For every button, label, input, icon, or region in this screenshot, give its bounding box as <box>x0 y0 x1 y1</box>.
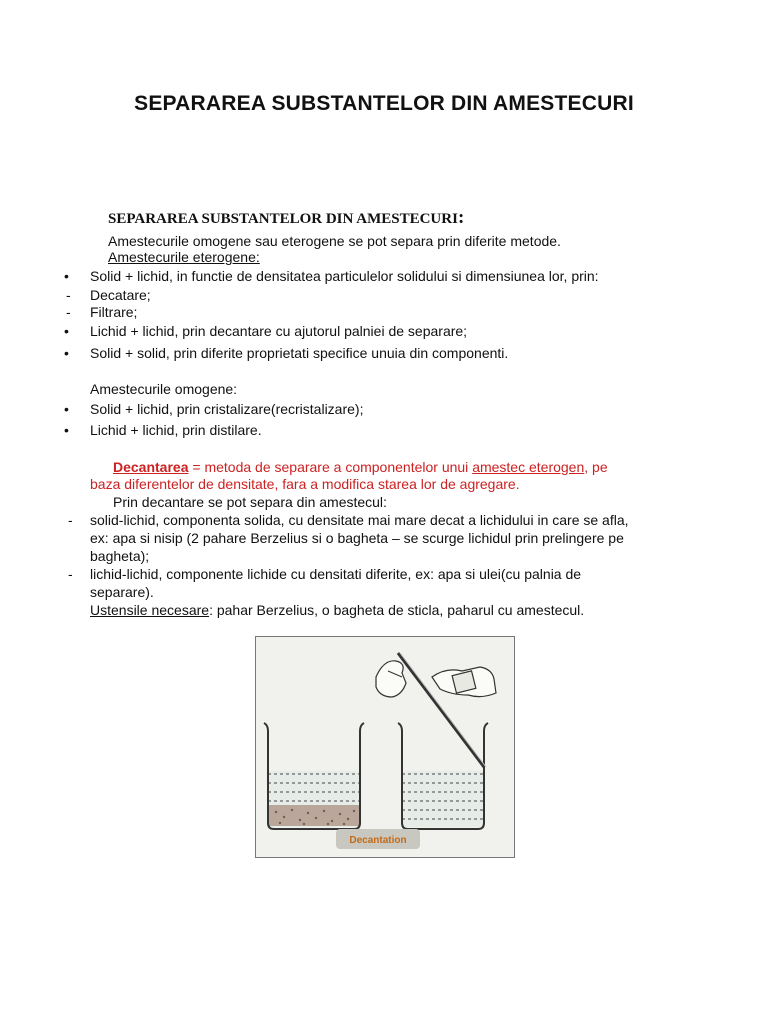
definition-text: = metoda de separare a componentelor unui <box>188 459 473 475</box>
heterogeneous-heading: Amestecurile eterogene: <box>108 249 260 265</box>
list-item: lichid-lichid, componente lichide cu densitati diferite, ex: apa si ulei(cu palnia de <box>90 566 582 582</box>
definition-text-end: , pe <box>584 459 608 475</box>
list-item: Filtrare; <box>90 304 138 320</box>
list-marker: - <box>66 287 71 303</box>
list-marker: • <box>64 323 69 339</box>
decantation-intro: Prin decantare se pot separa din amestecul: <box>113 494 387 510</box>
list-item-continuation: ex: apa si nisip (2 pahare Berzelius si o bagheta – se scurge lichidul prin prelingere pe <box>90 530 624 546</box>
list-marker: • <box>64 268 69 284</box>
decantation-figure <box>255 636 515 858</box>
decantation-illustration <box>256 637 514 857</box>
list-marker: • <box>64 401 69 417</box>
list-marker: - <box>68 566 73 582</box>
list-marker: • <box>64 422 69 438</box>
definition-line-2: baza diferentelor de densitate, fara a modifica starea lor de agregare. <box>90 476 520 492</box>
list-item: Solid + solid, prin diferite proprietati specifice unuia din componenti. <box>90 345 509 361</box>
list-item: solid-lichid, componenta solida, cu densitate mai mare decat a lichidului in care se afla, <box>90 512 629 528</box>
section-heading-text: SEPARAREA SUBSTANTELOR DIN AMESTECURI <box>108 211 458 227</box>
heterogeneous-mixture-link: amestec eterogen <box>472 459 585 475</box>
list-item-continuation: separare). <box>90 584 154 600</box>
section-heading-colon: : <box>457 207 465 228</box>
list-item: Lichid + lichid, prin distilare. <box>90 422 262 438</box>
decantation-term: Decantarea <box>113 459 189 475</box>
homogeneous-heading: Amestecurile omogene: <box>90 381 238 397</box>
list-item: Solid + lichid, in functie de densitatea particulelor solidului si dimensiunea lor, prin: <box>90 268 599 284</box>
figure-caption: Decantation <box>349 835 407 846</box>
left-beaker <box>264 723 364 829</box>
tools-label: Ustensile necesare <box>90 602 210 618</box>
right-beaker <box>398 723 488 829</box>
decantation-definition <box>113 459 608 475</box>
list-item: Lichid + lichid, prin decantare cu ajutorul palniei de separare; <box>90 323 468 339</box>
intro-text: Amestecurile omogene sau eterogene se pot separa prin diferite metode. <box>108 233 561 249</box>
hand-left <box>376 661 406 697</box>
list-item: Solid + lichid, prin cristalizare(recristalizare); <box>90 401 364 417</box>
list-item: Decatare; <box>90 287 151 303</box>
list-marker: - <box>66 304 71 320</box>
list-item-continuation: bagheta); <box>90 548 150 564</box>
section-heading <box>108 207 465 228</box>
tools-line <box>90 602 584 618</box>
tools-text: : pahar Berzelius, o bagheta de sticla, paharul cu amestecul. <box>209 602 585 618</box>
list-marker: • <box>64 345 69 361</box>
page-title: SEPARAREA SUBSTANTELOR DIN AMESTECURI <box>134 92 634 115</box>
list-marker: - <box>68 512 73 528</box>
